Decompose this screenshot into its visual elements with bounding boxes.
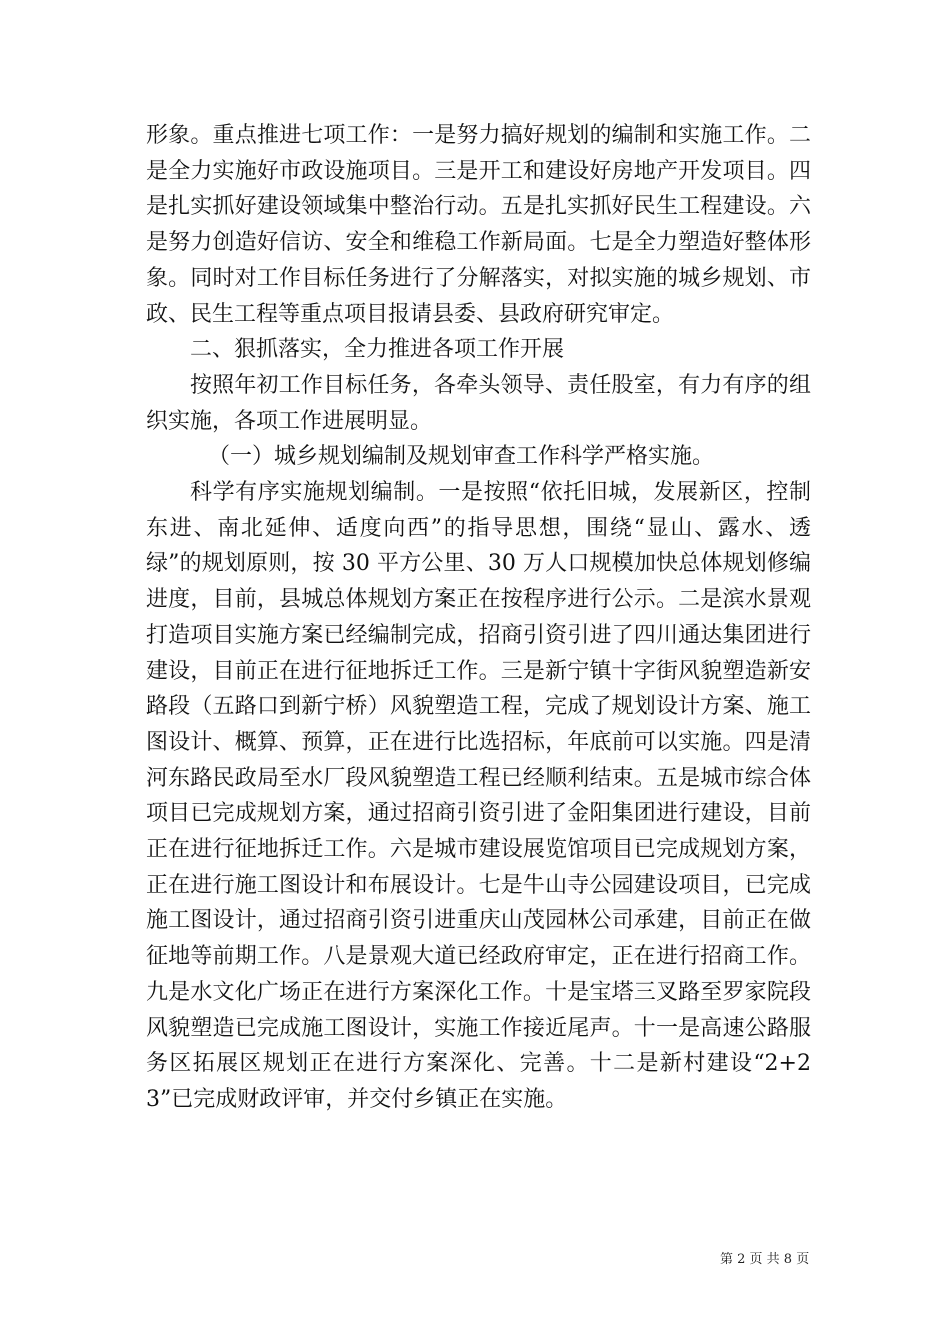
subsection-heading-planning: （一）城乡规划编制及规划审查工作科学严格实施。 [208, 444, 715, 470]
document-body [146, 118, 811, 1118]
page-number-footer: 第 2 页 共 8 页 [720, 1252, 810, 1267]
section-heading-implementation: 二、狠抓落实，全力推进各项工作开展 [190, 337, 565, 363]
paragraph-planning-details: 科学有序实施规划编制。一是按照“依托旧城，发展新区，控制东进、南北延伸、适度向西”的指导思想，围绕“显山、露水、透绿”的规划原则，按 30 平方公里、30 万人口规模加快总体规划修编进度，目前，县城总体规划方案正在按程序进行公示。二是滨水景观打造项目实施方案已经编制完成，招商引资引进了四川通达集团进行建设，目前正在进行征地拆迁工作。三是新宁镇十字街风貌塑造新安路段（五路口到新宁桥）风貌塑造工程，完成了规划设计方案、施工图设计、概算、预算，正在进行比选招标，年底前可以实施。四是清河东路民政局至水厂段风貌塑造工程已经顺利结束。五是城市综合体项目已完成规划方案，通过招商引资引进了金阳集团进行建设，目前正在进行征地拆迁工作。六是城市建设展览馆项目已完成规划方案，正在进行施工图设计和布展设计。七是牛山寺公园建设项目，已完成施工图设计，通过招商引资引进重庆山茂园林公司承建，目前正在做征地等前期工作。八是景观大道已经政府审定，正在进行招商工作。九是水文化广场正在进行方案深化工作。十是宝塔三叉路至罗家院段风貌塑造已完成施工图设计，实施工作接近尾声。十一是高速公路服务区拓展区规划正在进行方案深化、完善。十二是新村建设“2+23”已完成财政评审，并交付乡镇正在实施。 [146, 480, 811, 1112]
paragraph-progress-summary: 按照年初工作目标任务，各牵头领导、责任股室，有力有序的组织实施，各项工作进展明显。 [146, 372, 811, 434]
paragraph-work-focus: 形象。重点推进七项工作：一是努力搞好规划的编制和实施工作。二是全力实施好市政设施项目。三是开工和建设好房地产开发项目。四是扎实抓好建设领域集中整治行动。五是扎实抓好民生工程建设。六是努力创造好信访、安全和维稳工作新局面。七是全力塑造好整体形象。同时对工作目标任务进行了分解落实，对拟实施的城乡规划、市政、民生工程等重点项目报请县委、县政府研究审定。 [146, 123, 811, 327]
